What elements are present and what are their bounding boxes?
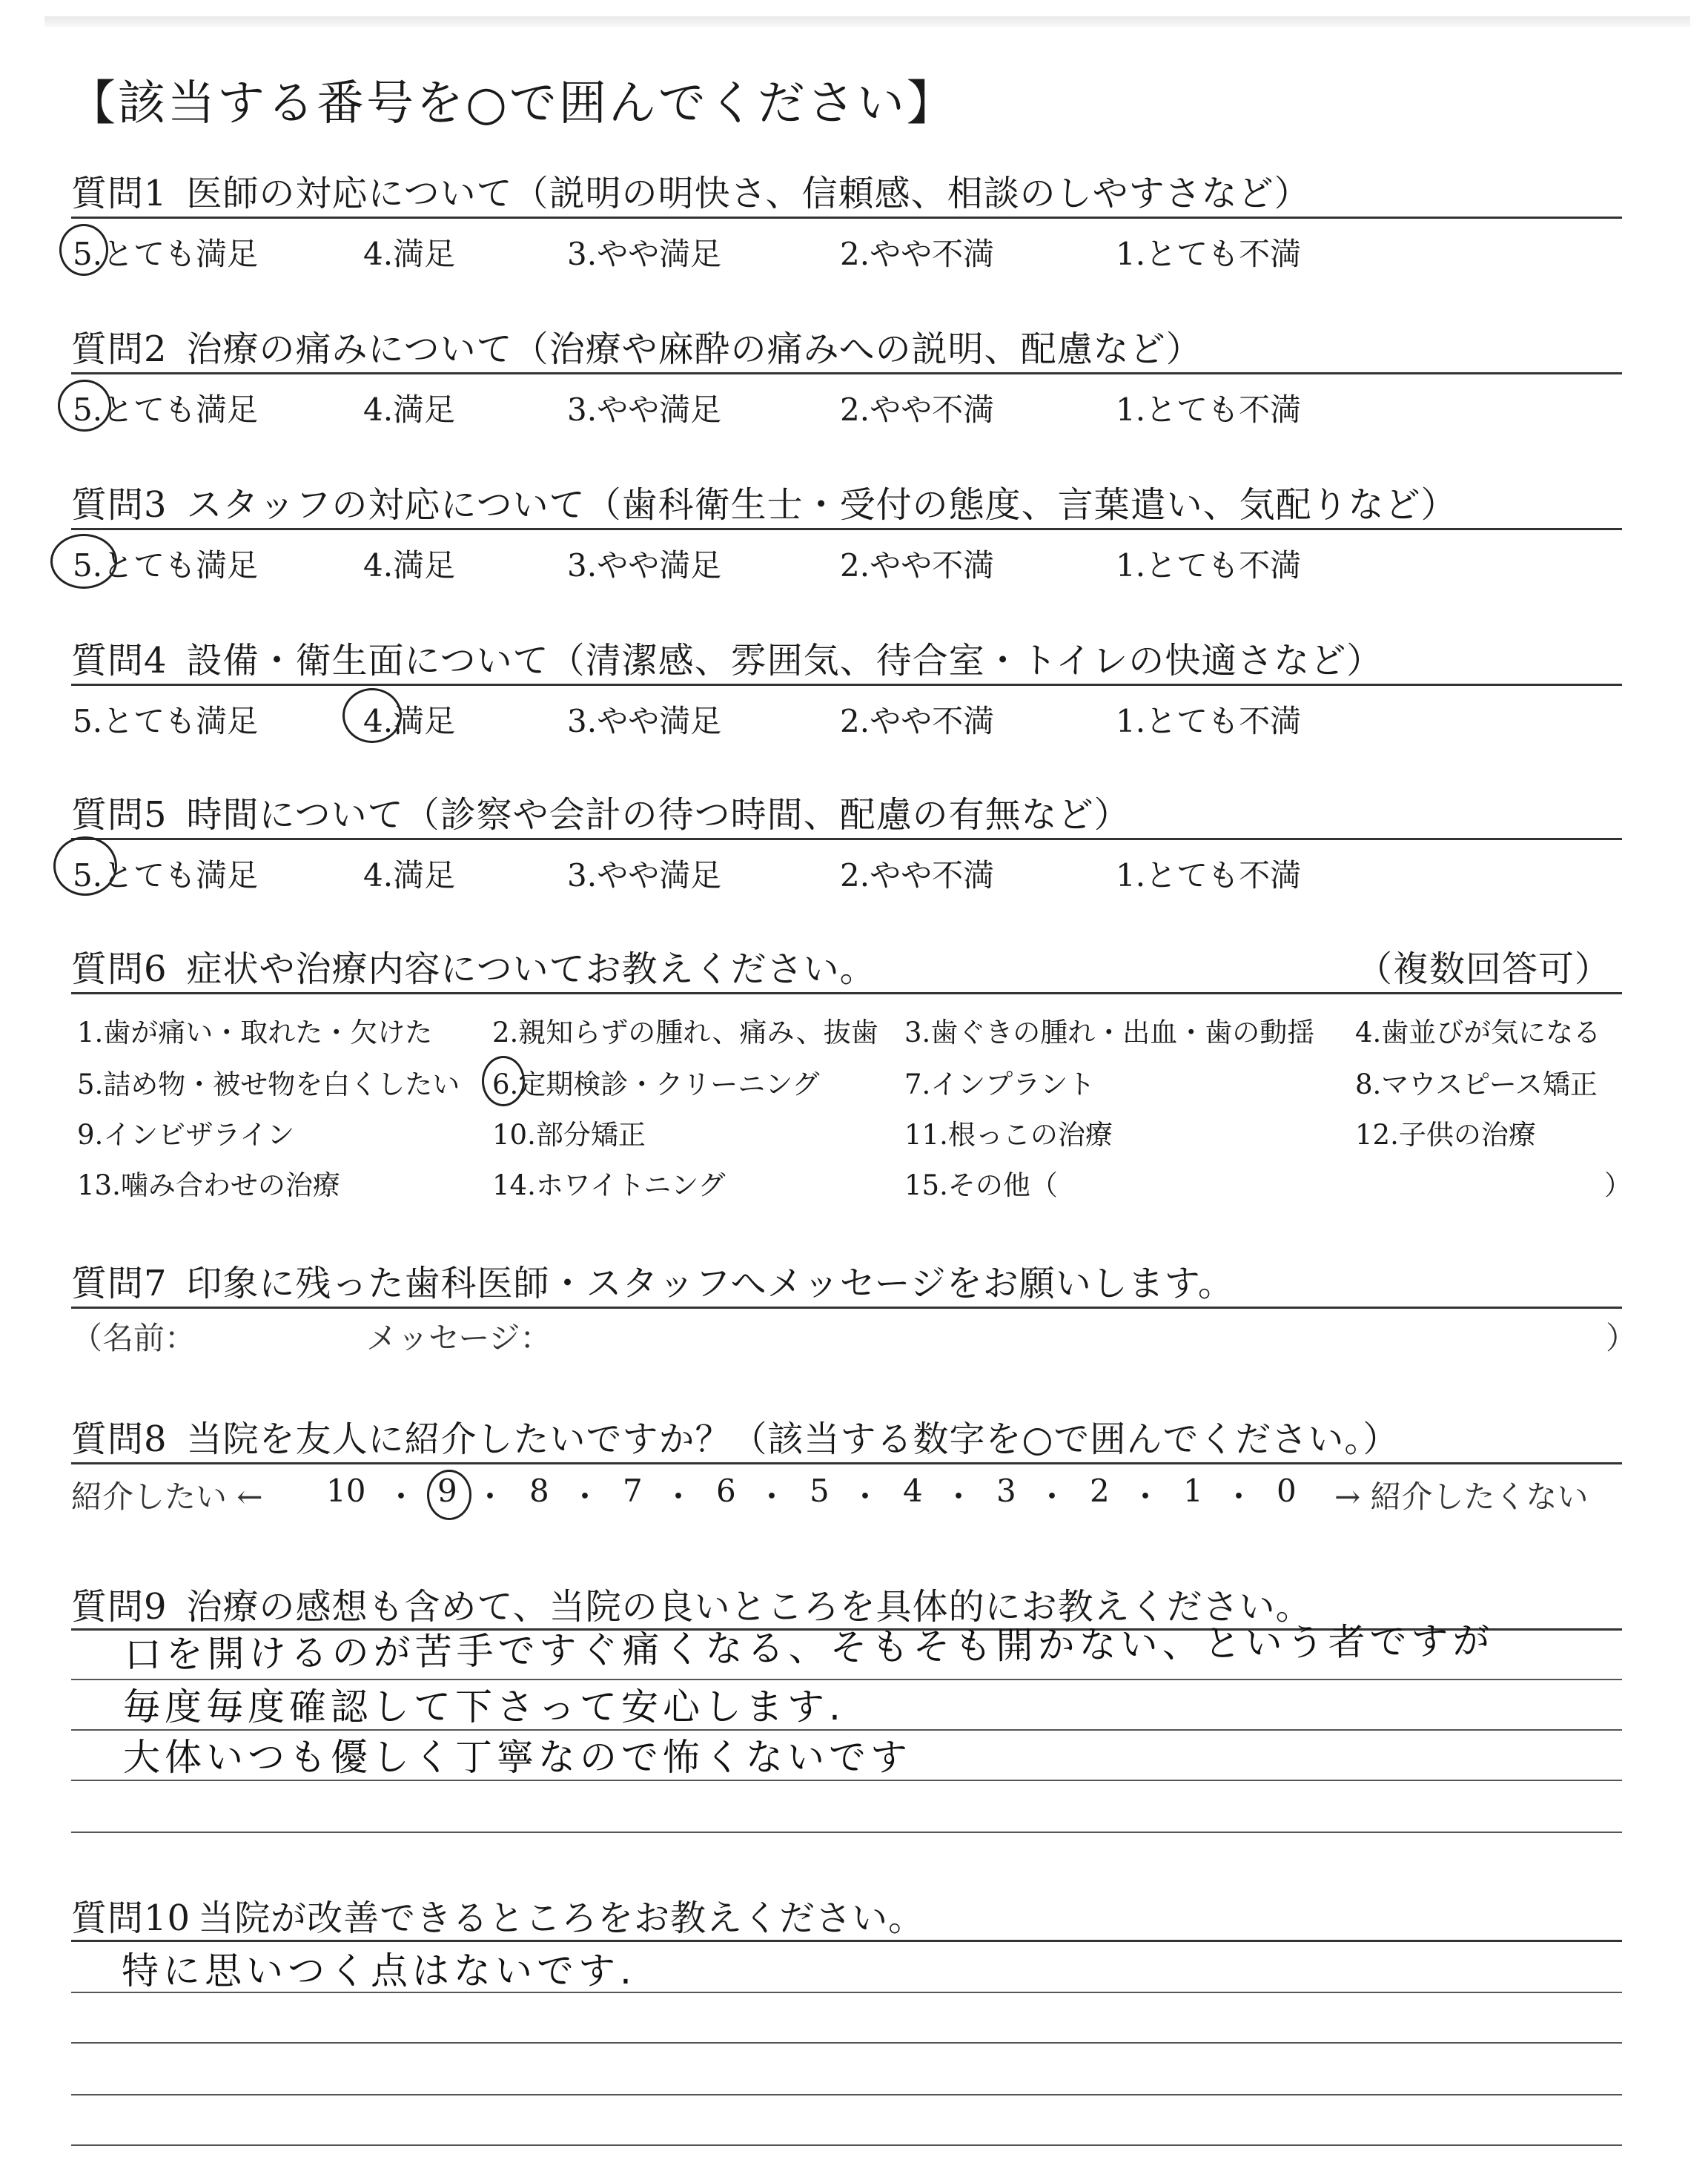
q2-text: 治療の痛みについて（治療や麻酔の痛みへの説明、配慮など） xyxy=(186,328,1202,370)
q6-option-2[interactable]: 2.親知らずの腫れ、痛み、抜歯 xyxy=(492,1017,878,1048)
q6-option-9[interactable]: 9.インビザライン xyxy=(77,1119,295,1151)
q4-option-5[interactable]: 5.とても満足 xyxy=(73,703,259,739)
q1-option-1[interactable]: 1.とても不満 xyxy=(1116,236,1302,272)
q2-number: 質問2 xyxy=(71,328,168,370)
q10-answer-line-1: 特に思いつく点はないです. xyxy=(122,1949,636,1992)
q6-rule xyxy=(71,992,1622,994)
q1-rule xyxy=(71,217,1622,219)
q3-option-4[interactable]: 4.満足 xyxy=(363,547,456,584)
q1-option-4[interactable]: 4.満足 xyxy=(363,236,456,272)
q8-number: 質問8 xyxy=(71,1418,168,1460)
q3-rule xyxy=(71,528,1622,530)
q4-heading xyxy=(71,632,1383,683)
q6-option-13[interactable]: 13.噛み合わせの治療 xyxy=(77,1169,340,1201)
q8-separator: ・ xyxy=(1223,1479,1255,1515)
q10-heading xyxy=(71,1889,924,1941)
q8-right-label: → 紹介したくない xyxy=(1334,1479,1589,1515)
q2-option-4[interactable]: 4.満足 xyxy=(363,392,456,428)
q4-rule xyxy=(71,684,1622,686)
q8-separator: ・ xyxy=(850,1479,881,1515)
q6-option-15[interactable]: 15.その他（ xyxy=(904,1169,1058,1201)
q8-separator: ・ xyxy=(943,1479,975,1515)
q6-option-8[interactable]: 8.マウスピース矯正 xyxy=(1355,1069,1598,1100)
q6-option-5[interactable]: 5.詰め物・被せ物を白くしたい xyxy=(77,1069,460,1100)
q8-scale-7[interactable]: 7 xyxy=(623,1473,643,1509)
q6-option-12[interactable]: 12.子供の治療 xyxy=(1355,1119,1536,1151)
q4-option-2[interactable]: 2.やや不満 xyxy=(840,703,995,739)
q6-option-6[interactable]: 6.定期検診・クリーニング xyxy=(492,1069,820,1100)
q6-note: （複数回答可） xyxy=(1357,948,1612,990)
q3-heading xyxy=(71,476,1457,527)
q8-scale-1[interactable]: 1 xyxy=(1183,1473,1203,1509)
q5-text: 時間について（診察や会計の待つ時間、配慮の有無など） xyxy=(186,794,1131,836)
q8-text: 当院を友人に紹介したいですか？（該当する数字を○で囲んでください。） xyxy=(186,1418,1400,1460)
q8-separator: ・ xyxy=(569,1479,601,1515)
q8-scale-4[interactable]: 4 xyxy=(903,1473,923,1509)
q10-number: 質問10 xyxy=(71,1898,191,1939)
answer-line xyxy=(71,1832,1622,1833)
q4-option-1[interactable]: 1.とても不満 xyxy=(1116,703,1302,739)
q1-option-5[interactable]: 5.とても満足 xyxy=(73,236,259,272)
q8-separator: ・ xyxy=(1130,1479,1162,1515)
q1-option-3[interactable]: 3.やや満足 xyxy=(567,236,722,272)
q8-separator: ・ xyxy=(385,1479,417,1515)
q1-number: 質問1 xyxy=(71,173,168,214)
q6-option-11[interactable]: 11.根っこの治療 xyxy=(904,1119,1113,1151)
q9-text: 治療の感想も含めて、当院の良いところを具体的にお教えください。 xyxy=(186,1586,1312,1628)
q4-option-3[interactable]: 3.やや満足 xyxy=(567,703,722,739)
q4-option-4[interactable]: 4.満足 xyxy=(363,703,456,739)
q5-option-5[interactable]: 5.とても満足 xyxy=(73,857,259,894)
q3-option-2[interactable]: 2.やや不満 xyxy=(840,547,995,584)
q1-text: 医師の対応について（説明の明快さ、信頼感、相談のしやすさなど） xyxy=(186,173,1311,214)
q7-message-label: メッセージ： xyxy=(366,1320,552,1356)
q2-rule xyxy=(71,372,1622,374)
q8-left-label: 紹介したい ← xyxy=(71,1479,263,1515)
q9-answer-line-2: 毎度毎度確認して下さって安心します. xyxy=(123,1685,845,1728)
q6-close-paren: ） xyxy=(1604,1169,1632,1201)
q4-selection-circle xyxy=(342,688,402,743)
q2-option-3[interactable]: 3.やや満足 xyxy=(567,392,722,428)
q6-option-10[interactable]: 10.部分矯正 xyxy=(492,1119,646,1151)
q10-text: 当院が改善できるところをお教えください。 xyxy=(198,1898,925,1939)
q8-separator: ・ xyxy=(663,1479,695,1515)
q8-separator: ・ xyxy=(474,1479,506,1515)
answer-line xyxy=(71,2042,1622,2044)
q8-rule xyxy=(71,1462,1622,1464)
q8-heading xyxy=(71,1410,1399,1462)
q8-scale-3[interactable]: 3 xyxy=(996,1473,1016,1509)
q5-option-3[interactable]: 3.やや満足 xyxy=(567,857,722,894)
q5-number: 質問5 xyxy=(71,794,168,836)
q9-answer-line-1: 口を開けるのが苦手ですぐ痛くなる、そもそも開かない、という者ですが xyxy=(124,1619,1494,1677)
q7-rule xyxy=(71,1307,1622,1309)
q4-text: 設備・衛生面について（清潔感、雰囲気、待合室・トイレの快適さなど） xyxy=(186,640,1383,681)
q8-selection-circle xyxy=(427,1470,471,1520)
q9-number: 質問9 xyxy=(71,1586,168,1628)
q7-heading xyxy=(71,1255,1234,1306)
q6-heading xyxy=(71,940,876,991)
q8-scale-0[interactable]: 0 xyxy=(1277,1473,1297,1509)
page-title: 【該当する番号を○で囲んでください】 xyxy=(68,76,956,131)
q8-separator: ・ xyxy=(1036,1479,1068,1515)
q6-option-4[interactable]: 4.歯並びが気になる xyxy=(1355,1017,1601,1048)
q7-name-label: （名前： xyxy=(71,1320,196,1356)
q2-heading xyxy=(71,320,1202,371)
q1-option-2[interactable]: 2.やや不満 xyxy=(840,236,995,272)
q5-heading xyxy=(71,786,1131,837)
q1-selection-circle xyxy=(59,224,108,276)
q8-scale-8[interactable]: 8 xyxy=(529,1473,549,1509)
q8-scale-10[interactable]: 10 xyxy=(326,1473,366,1509)
q5-option-4[interactable]: 4.満足 xyxy=(363,857,456,894)
q2-option-2[interactable]: 2.やや不満 xyxy=(840,392,995,428)
q5-option-2[interactable]: 2.やや不満 xyxy=(840,857,995,894)
q6-option-14[interactable]: 14.ホワイトニング xyxy=(492,1169,726,1201)
q7-text: 印象に残った歯科医師・スタッフへメッセージをお願いします。 xyxy=(186,1263,1234,1304)
q8-scale-6[interactable]: 6 xyxy=(716,1473,736,1509)
q5-rule xyxy=(71,838,1622,840)
answer-line xyxy=(71,2094,1622,2095)
q7-close-paren: ） xyxy=(1606,1320,1638,1356)
q5-selection-circle xyxy=(53,836,117,896)
q6-selection-circle xyxy=(482,1056,525,1106)
q3-option-3[interactable]: 3.やや満足 xyxy=(567,547,722,584)
q3-option-5[interactable]: 5.とても満足 xyxy=(73,547,259,584)
answer-line xyxy=(71,2144,1622,2146)
q4-number: 質問4 xyxy=(71,640,168,681)
q8-separator: ・ xyxy=(756,1479,788,1515)
q2-option-5[interactable]: 5.とても満足 xyxy=(73,392,259,428)
q3-option-1[interactable]: 1.とても不満 xyxy=(1116,547,1302,584)
q8-scale-9[interactable]: 9 xyxy=(437,1473,457,1509)
q2-option-1[interactable]: 1.とても不満 xyxy=(1116,392,1302,428)
q6-option-3[interactable]: 3.歯ぐきの腫れ・出血・歯の動揺 xyxy=(904,1017,1315,1048)
q6-number: 質問6 xyxy=(71,948,168,990)
q6-text: 症状や治療内容についてお教えください。 xyxy=(186,948,876,990)
q3-selection-circle xyxy=(50,534,117,589)
q9-answer-line-3: 大体いつも優しく丁寧なので怖くないです xyxy=(123,1736,912,1779)
q1-heading xyxy=(71,165,1311,216)
q6-option-7[interactable]: 7.インプラント xyxy=(904,1069,1096,1100)
q8-scale-5[interactable]: 5 xyxy=(810,1473,830,1509)
q5-option-1[interactable]: 1.とても不満 xyxy=(1116,857,1302,894)
q7-number: 質問7 xyxy=(71,1263,168,1304)
q3-text: スタッフの対応について（歯科衛生士・受付の態度、言葉遣い、気配りなど） xyxy=(186,484,1457,526)
q6-option-1[interactable]: 1.歯が痛い・取れた・欠けた xyxy=(77,1017,433,1048)
q8-scale-2[interactable]: 2 xyxy=(1090,1473,1110,1509)
q2-selection-circle xyxy=(58,380,111,432)
q3-number: 質問3 xyxy=(71,484,168,526)
